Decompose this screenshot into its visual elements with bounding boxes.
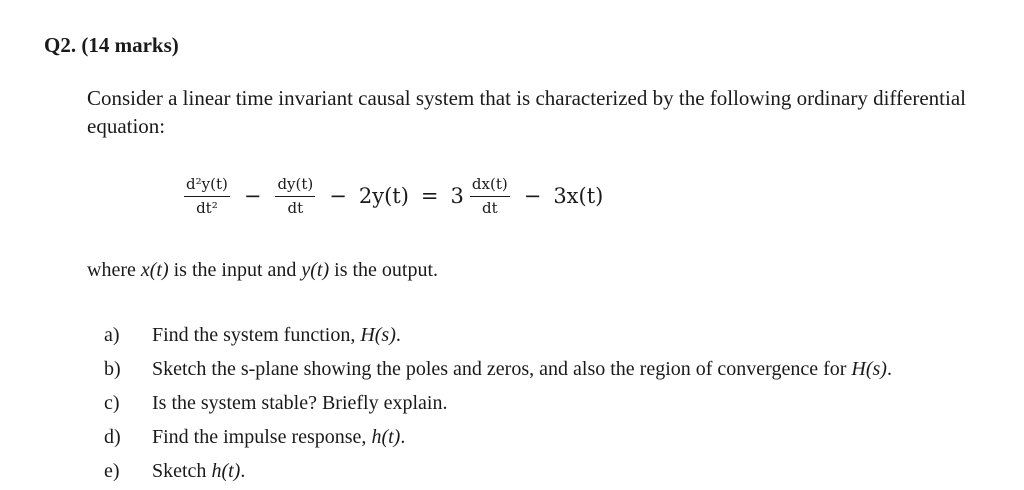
where-text-3: is the output. bbox=[329, 259, 439, 281]
frac3-numerator: dx(t) bbox=[470, 175, 510, 197]
sub-question-label: b) bbox=[104, 357, 121, 380]
sub-question-body: Sketch the s-plane showing the poles and zeros, and also the region of convergence for bbox=[152, 357, 852, 380]
sub-question-text bbox=[152, 426, 405, 449]
sub-question-a bbox=[104, 318, 892, 352]
frac2-numerator: dy(t) bbox=[275, 175, 315, 197]
sub-question-tail: . bbox=[240, 459, 246, 482]
sub-question-b bbox=[104, 352, 892, 386]
math-symbol: h(t) bbox=[371, 425, 401, 448]
question-intro: Consider a linear time invariant causal system that is characterized by the following ordinary differential equation: bbox=[87, 86, 966, 138]
where-statement bbox=[87, 259, 438, 282]
minus-sign-1: − bbox=[243, 184, 262, 208]
sub-question-text bbox=[152, 392, 447, 415]
frac1-numerator: d²y(t) bbox=[184, 175, 230, 197]
term-2y: 2y(t) bbox=[358, 184, 409, 208]
minus-sign-2: − bbox=[329, 184, 347, 208]
sub-question-body: Find the impulse response, bbox=[152, 425, 372, 448]
sub-question-label: e) bbox=[104, 459, 120, 482]
sub-question-label: a) bbox=[104, 323, 120, 346]
sub-question-label: d) bbox=[104, 425, 121, 448]
minus-sign-3: − bbox=[523, 184, 542, 208]
output-symbol: y(t) bbox=[301, 259, 330, 281]
math-symbol: h(t) bbox=[211, 459, 241, 482]
sub-questions-list bbox=[104, 318, 892, 488]
sub-question-c bbox=[104, 386, 892, 420]
sub-question-body: Is the system stable? Briefly explain. bbox=[152, 391, 448, 414]
where-text-1: where bbox=[87, 259, 141, 281]
sub-question-body: Find the system function, bbox=[152, 323, 361, 346]
sub-question-text bbox=[152, 358, 892, 381]
input-symbol: x(t) bbox=[140, 259, 169, 281]
frac3-denominator: dt bbox=[481, 198, 498, 217]
sub-question-text bbox=[152, 324, 401, 347]
equals-sign: = bbox=[420, 184, 439, 208]
sub-question-e bbox=[104, 454, 892, 488]
math-symbol: H(s) bbox=[851, 357, 887, 380]
sub-question-tail: . bbox=[400, 425, 406, 448]
sub-question-tail: . bbox=[886, 357, 892, 380]
differential-equation bbox=[180, 166, 605, 226]
question-heading: Q2. (14 marks) bbox=[44, 33, 179, 57]
math-symbol: H(s) bbox=[360, 323, 396, 346]
sub-question-tail: . bbox=[395, 323, 401, 346]
sub-question-d bbox=[104, 420, 892, 454]
frac2-denominator: dt bbox=[287, 198, 304, 217]
term-3x: 3x(t) bbox=[553, 184, 604, 208]
first-derivative-fraction bbox=[275, 175, 315, 218]
coefficient-3: 3 bbox=[450, 184, 464, 208]
sub-question-text bbox=[152, 460, 245, 483]
input-derivative-fraction bbox=[470, 175, 510, 218]
frac1-denominator: dt² bbox=[196, 198, 218, 217]
sub-question-body: Sketch bbox=[152, 459, 212, 482]
where-text-2: is the input and bbox=[168, 259, 302, 281]
sub-question-label: c) bbox=[104, 391, 120, 414]
second-derivative-fraction bbox=[184, 175, 230, 218]
